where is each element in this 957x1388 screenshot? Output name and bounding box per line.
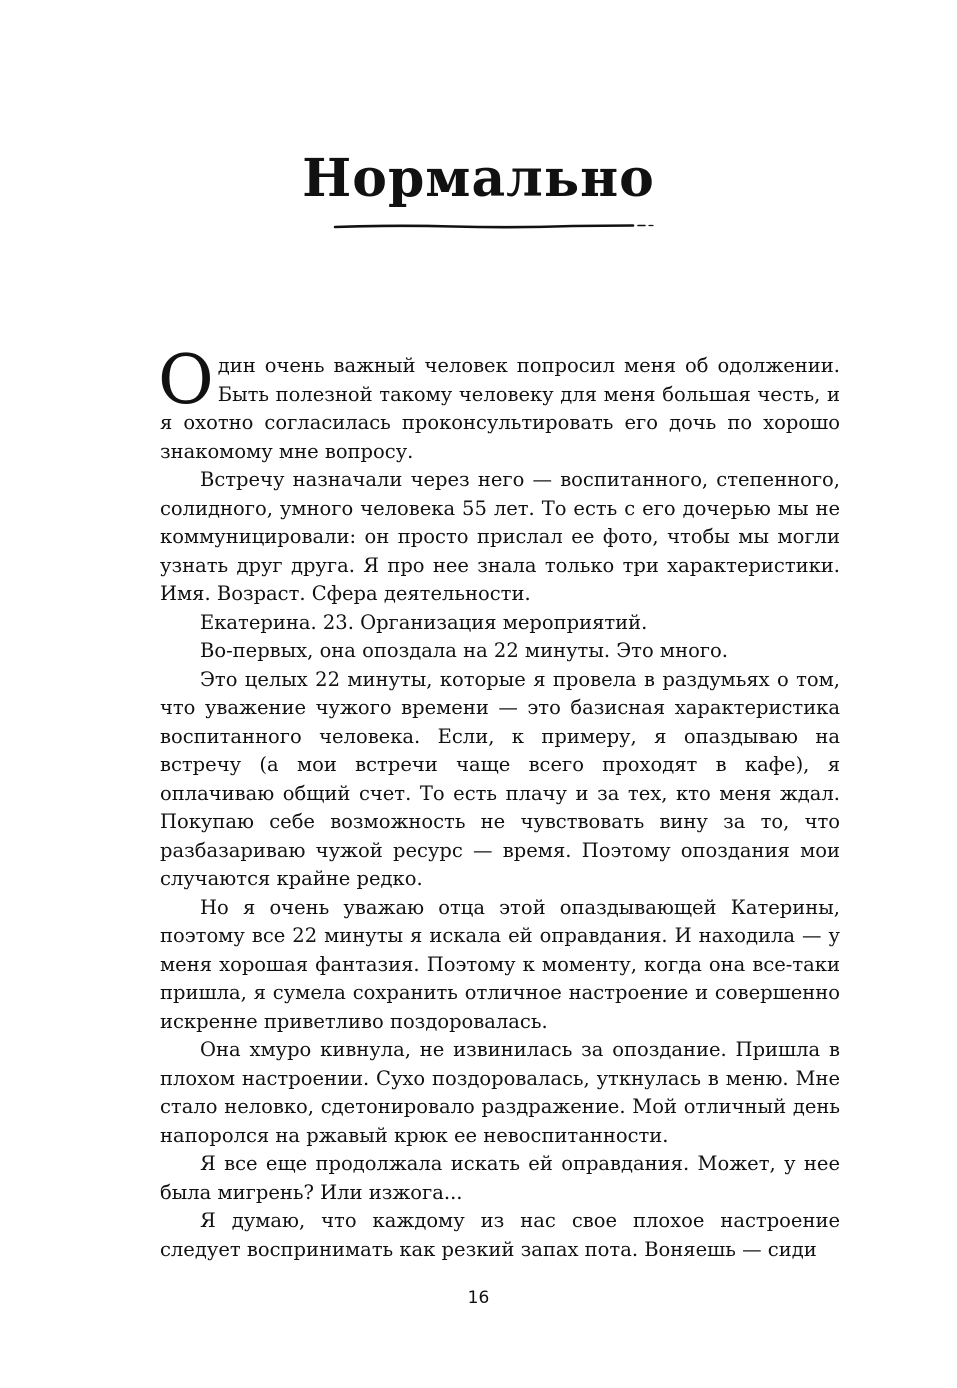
paragraph-2: Встречу назначали через него — воспитанного, степенного, солидного, умного человека 55 лет. То есть с его дочерью мы не коммуницировали: он просто прислал ее фото, чтобы мы могли узнать друг друга. Я про нее знала только три характеристики. Имя. Возраст. Сфера деятельности. <box>160 468 840 605</box>
paragraph-8: Я все еще продолжала искать ей оправдания. Может, у нее была мигрень? Или изжога... <box>160 1152 840 1204</box>
paragraph-3: Екатерина. 23. Организация мероприятий. <box>200 610 648 634</box>
paragraph-1-text: дин очень важный человек попросил меня об одолжении. Быть полезной такому человеку для меня большая честь, и я охотно согласилась проконсультировать его дочь по хорошо знакомому мне вопросу. <box>160 354 840 463</box>
page-number: 16 <box>467 1288 490 1308</box>
paragraph-9: Я думаю, что каждому из нас свое плохое настроение следует воспринимать как резкий запах пота. Воняешь — сиди <box>160 1209 840 1261</box>
title-underline <box>333 222 655 230</box>
drop-cap: О <box>158 341 214 420</box>
paragraph-5: Это целых 22 минуты, которые я провела в раздумьях о том, что уважение чужого времени — это базисная характеристика воспитанного человека. Если, к примеру, я опаздываю на встречу (а мои встречи чаще всего проходят в кафе), я оплачиваю общий счет. То есть плачу и за тех, кто меня ждал. Покупаю себе возможность не чувствовать вину за то, что разбазариваю чужой ресурс — время. Поэтому опоздания мои случаются крайне редко. <box>160 667 840 890</box>
paragraph-4: Во-первых, она опоздала на 22 минуты. Это много. <box>200 639 728 662</box>
chapter-title: Нормально <box>302 148 655 209</box>
paragraph-6: Но я очень уважаю отца этой опаздывающей Катерины, поэтому все 22 минуты я искала ей оправдания. И находила — у меня хорошая фантазия. Поэтому к моменту, когда она все-таки пришла, я сумела сохранить отличное настроение и совершенно искренне приветливо поздоровалась. <box>160 895 840 1033</box>
paragraph-7: Она хмуро кивнула, не извинилась за опоздание. Пришла в плохом настроении. Сухо поздоровалась, уткнулась в меню. Мне стало неловко, сдетонировало раздражение. Мой отличный день напоролся на ржавый крюк ее невоспитанности. <box>160 1038 840 1147</box>
paragraph-1 <box>158 341 840 466</box>
chapter-body <box>158 341 840 1264</box>
